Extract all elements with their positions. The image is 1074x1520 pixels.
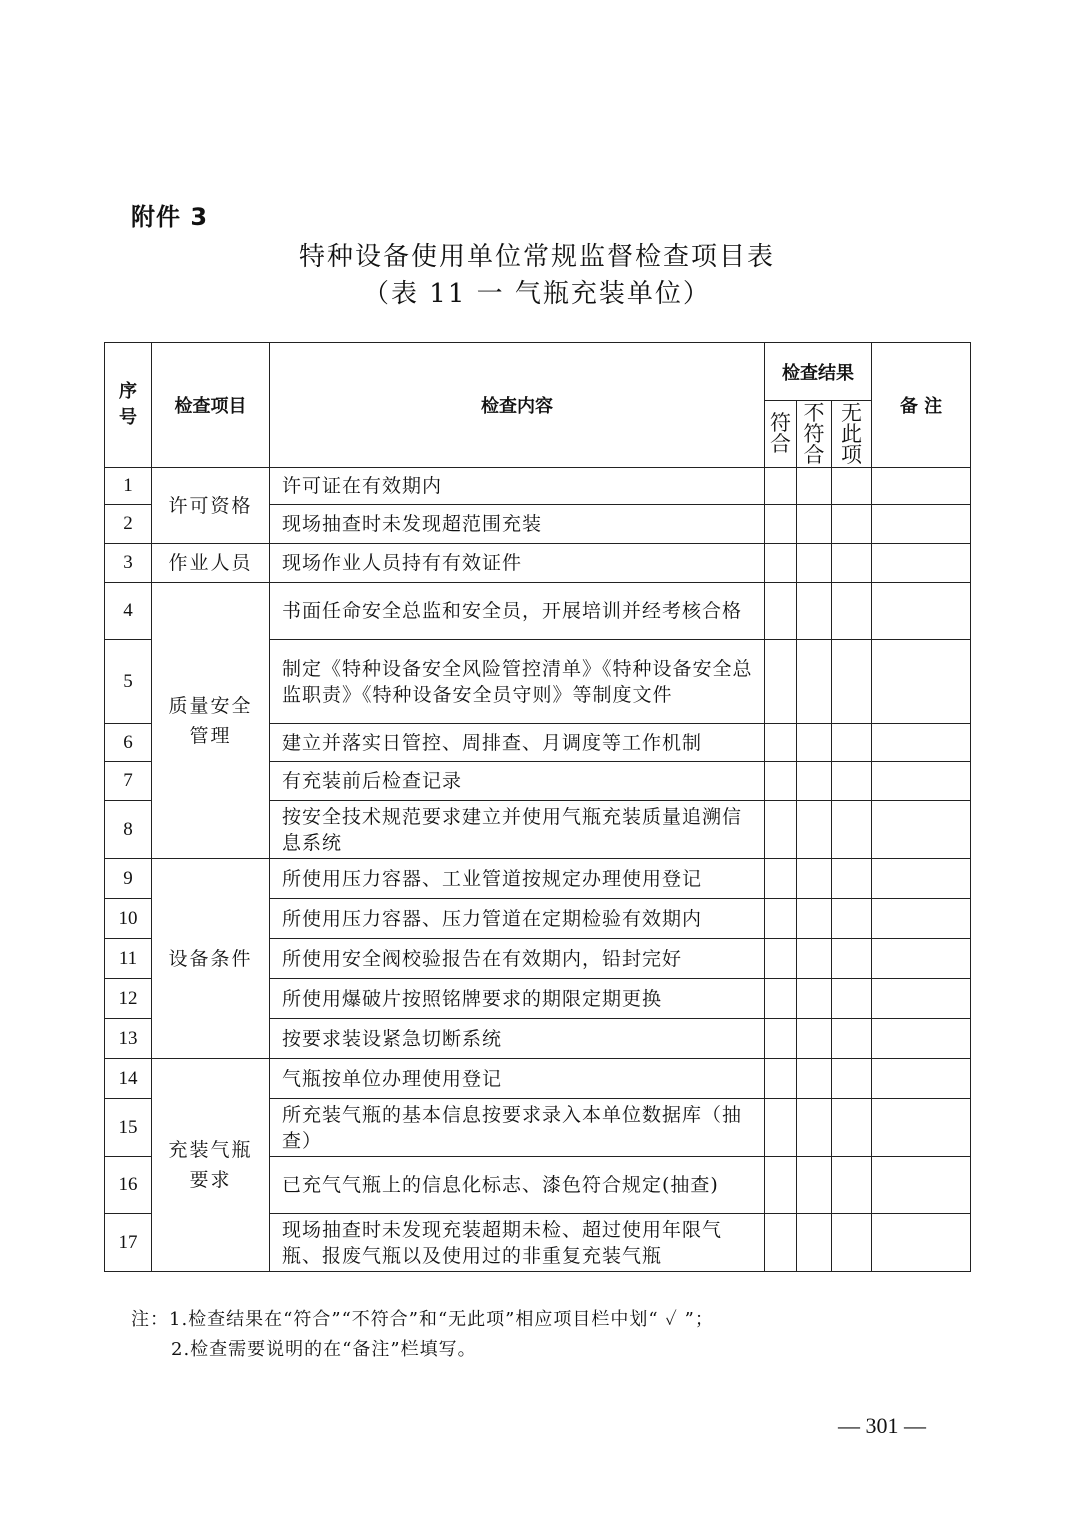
conform-box[interactable]	[765, 1019, 797, 1059]
header-seq: 序号	[105, 343, 152, 468]
nonconform-box[interactable]	[797, 724, 832, 762]
nonconform-box[interactable]	[797, 640, 832, 724]
na-box[interactable]	[832, 979, 872, 1019]
nonconform-box[interactable]	[797, 801, 832, 859]
row-content: 现场作业人员持有有效证件	[270, 544, 765, 583]
remark-box[interactable]	[872, 1059, 971, 1099]
remark-box[interactable]	[872, 505, 971, 544]
header-nonconform: 不符合	[797, 401, 832, 468]
na-box[interactable]	[832, 762, 872, 801]
nonconform-box[interactable]	[797, 1157, 832, 1214]
row-category: 作业人员	[152, 544, 270, 583]
remark-box[interactable]	[872, 1157, 971, 1214]
note-line-2: 2.检查需要说明的在“备注”栏填写。	[171, 1339, 477, 1360]
row-content: 书面任命安全总监和安全员，开展培训并经考核合格	[270, 583, 765, 640]
na-box[interactable]	[832, 583, 872, 640]
conform-box[interactable]	[765, 1059, 797, 1099]
na-box[interactable]	[832, 468, 872, 505]
table-row	[105, 583, 971, 640]
remark-box[interactable]	[872, 1099, 971, 1157]
nonconform-box[interactable]	[797, 859, 832, 899]
inspection-table	[104, 342, 971, 1272]
row-number: 16	[105, 1157, 152, 1214]
nonconform-box[interactable]	[797, 762, 832, 801]
row-number: 12	[105, 979, 152, 1019]
nonconform-box[interactable]	[797, 939, 832, 979]
header-content: 检查内容	[270, 343, 765, 468]
remark-box[interactable]	[872, 939, 971, 979]
row-number: 6	[105, 724, 152, 762]
row-content: 已充气气瓶上的信息化标志、漆色符合规定(抽查)	[270, 1157, 765, 1214]
conform-box[interactable]	[765, 640, 797, 724]
row-content: 所充装气瓶的基本信息按要求录入本单位数据库（抽查）	[270, 1099, 765, 1157]
row-content: 现场抽查时未发现充装超期未检、超过使用年限气瓶、报废气瓶以及使用过的非重复充装气瓶	[270, 1214, 765, 1272]
row-content: 所使用压力容器、工业管道按规定办理使用登记	[270, 859, 765, 899]
conform-box[interactable]	[765, 1214, 797, 1272]
remark-box[interactable]	[872, 640, 971, 724]
conform-box[interactable]	[765, 505, 797, 544]
remark-box[interactable]	[872, 583, 971, 640]
remark-box[interactable]	[872, 762, 971, 801]
nonconform-box[interactable]	[797, 468, 832, 505]
conform-box[interactable]	[765, 762, 797, 801]
conform-box[interactable]	[765, 859, 797, 899]
attachment-label: 附件 3	[131, 203, 209, 231]
na-box[interactable]	[832, 544, 872, 583]
nonconform-box[interactable]	[797, 1019, 832, 1059]
row-number: 14	[105, 1059, 152, 1099]
row-content: 所使用压力容器、压力管道在定期检验有效期内	[270, 899, 765, 939]
na-box[interactable]	[832, 505, 872, 544]
conform-box[interactable]	[765, 939, 797, 979]
row-content: 有充装前后检查记录	[270, 762, 765, 801]
table-row	[105, 468, 971, 505]
remark-box[interactable]	[872, 468, 971, 505]
row-number: 10	[105, 899, 152, 939]
row-number: 2	[105, 505, 152, 544]
conform-box[interactable]	[765, 583, 797, 640]
na-box[interactable]	[832, 1099, 872, 1157]
header-conform: 符合	[765, 401, 797, 468]
row-category: 设备条件	[152, 859, 270, 1059]
row-category: 许可资格	[152, 468, 270, 544]
conform-box[interactable]	[765, 899, 797, 939]
na-box[interactable]	[832, 801, 872, 859]
nonconform-box[interactable]	[797, 544, 832, 583]
row-content: 气瓶按单位办理使用登记	[270, 1059, 765, 1099]
nonconform-box[interactable]	[797, 505, 832, 544]
na-box[interactable]	[832, 724, 872, 762]
conform-box[interactable]	[765, 468, 797, 505]
row-number: 13	[105, 1019, 152, 1059]
header-remark: 备 注	[872, 343, 971, 468]
remark-box[interactable]	[872, 859, 971, 899]
remark-box[interactable]	[872, 544, 971, 583]
remark-box[interactable]	[872, 801, 971, 859]
nonconform-box[interactable]	[797, 979, 832, 1019]
table-body	[105, 468, 971, 1272]
conform-box[interactable]	[765, 979, 797, 1019]
remark-box[interactable]	[872, 724, 971, 762]
na-box[interactable]	[832, 1059, 872, 1099]
conform-box[interactable]	[765, 724, 797, 762]
conform-box[interactable]	[765, 801, 797, 859]
row-content: 所使用安全阀校验报告在有效期内，铅封完好	[270, 939, 765, 979]
row-number: 11	[105, 939, 152, 979]
row-number: 17	[105, 1214, 152, 1272]
row-content: 按要求装设紧急切断系统	[270, 1019, 765, 1059]
notes	[131, 1305, 714, 1365]
remark-box[interactable]	[872, 1019, 971, 1059]
nonconform-box[interactable]	[797, 899, 832, 939]
na-box[interactable]	[832, 1019, 872, 1059]
na-box[interactable]	[832, 1214, 872, 1272]
table-row	[105, 1059, 971, 1099]
row-number: 4	[105, 583, 152, 640]
row-number: 1	[105, 468, 152, 505]
row-number: 9	[105, 859, 152, 899]
conform-box[interactable]	[765, 1157, 797, 1214]
nonconform-box[interactable]	[797, 1099, 832, 1157]
row-content: 现场抽查时未发现超范围充装	[270, 505, 765, 544]
remark-box[interactable]	[872, 1214, 971, 1272]
header-item: 检查项目	[152, 343, 270, 468]
row-category: 充装气瓶要求	[152, 1059, 270, 1272]
na-box[interactable]	[832, 640, 872, 724]
na-box[interactable]	[832, 1157, 872, 1214]
row-content: 许可证在有效期内	[270, 468, 765, 505]
nonconform-box[interactable]	[797, 1214, 832, 1272]
row-content: 所使用爆破片按照铭牌要求的期限定期更换	[270, 979, 765, 1019]
conform-box[interactable]	[765, 544, 797, 583]
table-row	[105, 544, 971, 583]
remark-box[interactable]	[872, 899, 971, 939]
row-number: 15	[105, 1099, 152, 1157]
nonconform-box[interactable]	[797, 583, 832, 640]
header-na: 无此项	[832, 401, 872, 468]
row-number: 8	[105, 801, 152, 859]
row-number: 7	[105, 762, 152, 801]
nonconform-box[interactable]	[797, 1059, 832, 1099]
row-number: 3	[105, 544, 152, 583]
conform-box[interactable]	[765, 1099, 797, 1157]
header-result: 检查结果	[765, 343, 872, 401]
row-number: 5	[105, 640, 152, 724]
remark-box[interactable]	[872, 979, 971, 1019]
na-box[interactable]	[832, 859, 872, 899]
page-number: — 301 —	[838, 1413, 926, 1438]
note-line-1: 注：1.检查结果在“符合”“不符合”和“无此项”相应项目栏中划“ ✓ ”；	[131, 1309, 714, 1330]
na-box[interactable]	[832, 939, 872, 979]
row-content: 建立并落实日管控、周排查、月调度等工作机制	[270, 724, 765, 762]
page-title: 特种设备使用单位常规监督检查项目表	[298, 242, 775, 272]
row-content: 制定《特种设备安全风险管控清单》《特种设备安全总监职责》《特种设备安全员守则》等制度文件	[270, 640, 765, 724]
row-category: 质量安全管理	[152, 583, 270, 859]
row-content: 按安全技术规范要求建立并使用气瓶充装质量追溯信息系统	[270, 801, 765, 859]
na-box[interactable]	[832, 899, 872, 939]
page-subtitle: （表 11 一 气瓶充装单位）	[363, 279, 711, 309]
table-row	[105, 859, 971, 899]
